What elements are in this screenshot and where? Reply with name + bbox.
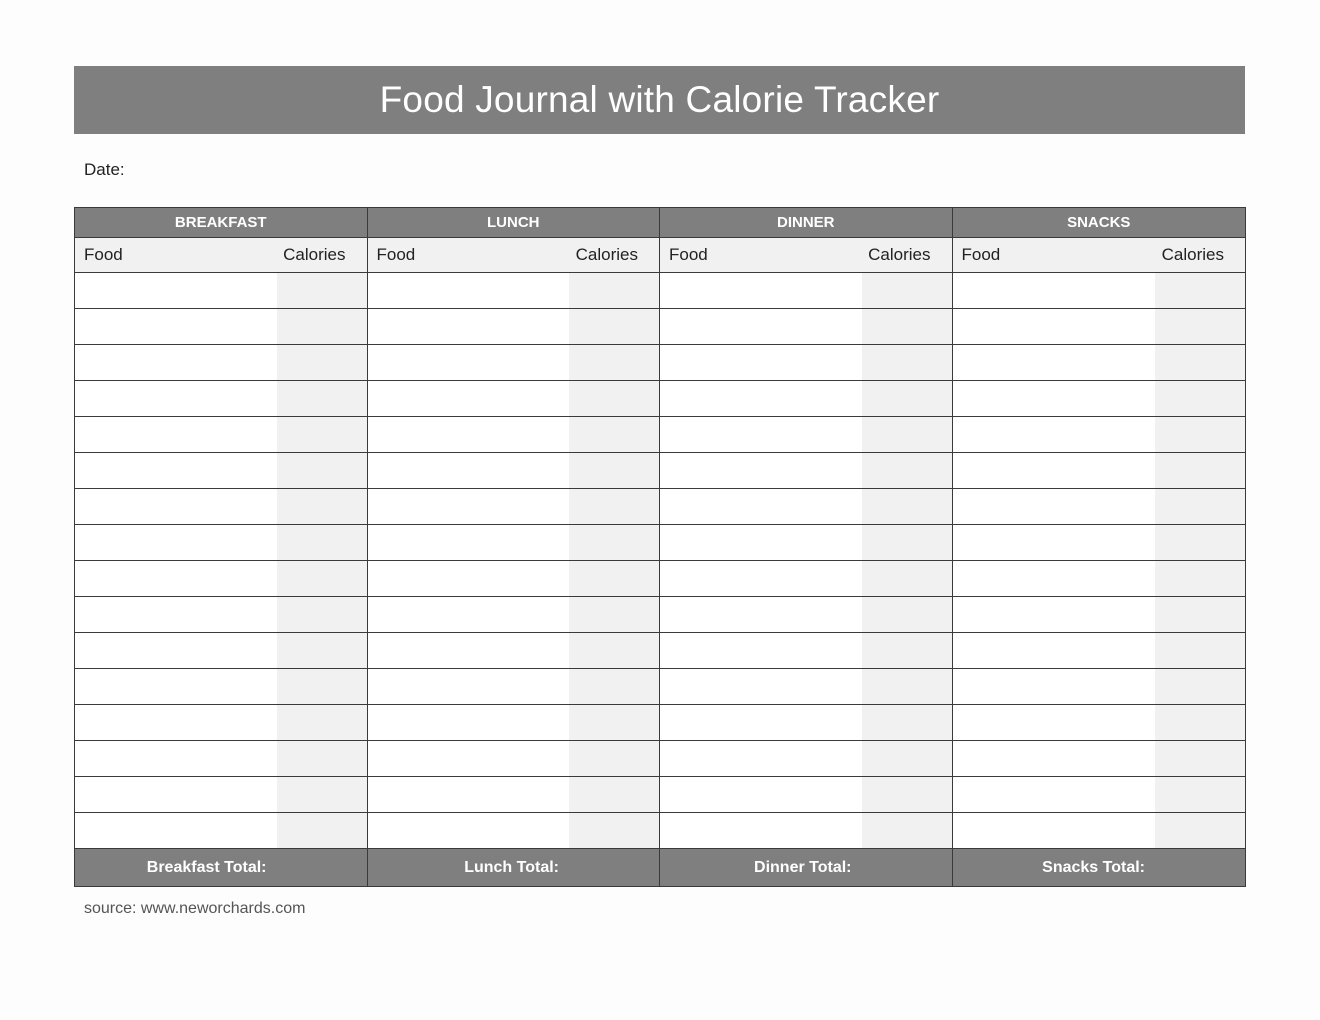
calories-entry-cell[interactable]: [1155, 669, 1245, 704]
calories-entry-cell[interactable]: [277, 741, 367, 776]
entry-row: [953, 417, 1246, 453]
calories-entry-cell[interactable]: [1155, 813, 1245, 848]
entry-row: [660, 273, 952, 309]
entry-row: [75, 813, 367, 849]
calories-entry-cell[interactable]: [277, 633, 367, 668]
food-entry-cell[interactable]: [368, 813, 570, 848]
food-entry-cell[interactable]: [368, 669, 570, 704]
entry-row: [953, 453, 1246, 489]
entry-row: [75, 561, 367, 597]
entry-row: [660, 669, 952, 705]
section-header: LUNCH: [368, 208, 660, 238]
entry-row: [660, 453, 952, 489]
entry-row: [368, 777, 660, 813]
entry-row: [368, 273, 660, 309]
food-entry-cell[interactable]: [75, 453, 277, 488]
entry-row: [368, 381, 660, 417]
entry-row: [368, 597, 660, 633]
entry-row: [953, 669, 1246, 705]
food-entry-cell[interactable]: [660, 669, 862, 704]
entry-row: [75, 273, 367, 309]
total-row: [75, 849, 367, 886]
calories-entry-cell[interactable]: [277, 561, 367, 596]
section-snacks: [953, 208, 1246, 886]
food-entry-cell[interactable]: [75, 633, 277, 668]
food-entry-cell[interactable]: [75, 705, 277, 740]
calories-entry-cell[interactable]: [1155, 633, 1245, 668]
calories-entry-cell[interactable]: [277, 597, 367, 632]
calories-entry-cell[interactable]: [569, 705, 659, 740]
calories-entry-cell[interactable]: [862, 273, 952, 308]
total-label: Breakfast Total:: [146, 858, 267, 876]
food-entry-cell[interactable]: [953, 381, 1156, 416]
entry-row: [368, 561, 660, 597]
calories-entry-cell[interactable]: [1155, 309, 1245, 344]
entry-row: [660, 597, 952, 633]
entry-row: [75, 741, 367, 777]
food-entry-cell[interactable]: [660, 273, 862, 308]
food-entry-cell[interactable]: [660, 777, 862, 812]
food-entry-cell[interactable]: [368, 561, 570, 596]
total-row: [368, 849, 660, 886]
total-value-cell[interactable]: [862, 849, 952, 886]
calories-entry-cell[interactable]: [569, 381, 659, 416]
food-entry-cell[interactable]: [660, 597, 862, 632]
total-value-cell[interactable]: [277, 849, 367, 886]
calories-entry-cell[interactable]: [862, 381, 952, 416]
entry-row: [368, 705, 660, 741]
section-lunch: [368, 208, 661, 886]
entry-row: [75, 777, 367, 813]
total-row: [660, 849, 952, 886]
entry-row: [660, 525, 952, 561]
calories-entry-cell[interactable]: [569, 813, 659, 848]
entry-row: [75, 345, 367, 381]
entry-row: [953, 597, 1246, 633]
calories-entry-cell[interactable]: [569, 489, 659, 524]
food-entry-cell[interactable]: [368, 345, 570, 380]
calories-entry-cell[interactable]: [862, 633, 952, 668]
food-entry-cell[interactable]: [660, 417, 862, 452]
food-entry-cell[interactable]: [953, 309, 1156, 344]
calories-entry-cell[interactable]: [569, 453, 659, 488]
entry-row: [953, 561, 1246, 597]
calories-entry-cell[interactable]: [1155, 381, 1245, 416]
food-entry-cell[interactable]: [75, 417, 277, 452]
food-entry-cell[interactable]: [953, 489, 1156, 524]
food-entry-cell[interactable]: [368, 309, 570, 344]
food-entry-cell[interactable]: [953, 525, 1156, 560]
food-entry-cell[interactable]: [368, 777, 570, 812]
food-entry-cell[interactable]: [368, 273, 570, 308]
food-entry-cell[interactable]: [368, 597, 570, 632]
calories-entry-cell[interactable]: [1155, 489, 1245, 524]
entry-row: [660, 381, 952, 417]
calories-entry-cell[interactable]: [277, 453, 367, 488]
calories-entry-cell[interactable]: [569, 273, 659, 308]
column-header-row: [368, 238, 660, 273]
entry-row: [75, 453, 367, 489]
calories-entry-cell[interactable]: [1155, 597, 1245, 632]
entry-rows: [75, 273, 367, 849]
food-entry-cell[interactable]: [953, 453, 1156, 488]
entry-row: [368, 525, 660, 561]
entry-row: [953, 777, 1246, 813]
entry-row: [368, 453, 660, 489]
calories-entry-cell[interactable]: [569, 417, 659, 452]
calories-entry-cell[interactable]: [862, 489, 952, 524]
calories-entry-cell[interactable]: [862, 525, 952, 560]
entry-row: [953, 381, 1246, 417]
date-label: Date:: [84, 160, 125, 179]
food-entry-cell[interactable]: [75, 741, 277, 776]
food-entry-cell[interactable]: [953, 741, 1156, 776]
calories-entry-cell[interactable]: [277, 777, 367, 812]
food-entry-cell[interactable]: [953, 561, 1156, 596]
entry-row: [75, 669, 367, 705]
food-entry-cell[interactable]: [660, 381, 862, 416]
calories-entry-cell[interactable]: [862, 309, 952, 344]
food-entry-cell[interactable]: [75, 345, 277, 380]
calories-entry-cell[interactable]: [862, 705, 952, 740]
entry-row: [368, 633, 660, 669]
entry-row: [953, 741, 1246, 777]
calories-entry-cell[interactable]: [862, 813, 952, 848]
entry-row: [75, 597, 367, 633]
food-entry-cell[interactable]: [368, 525, 570, 560]
entry-row: [660, 309, 952, 345]
calories-entry-cell[interactable]: [277, 489, 367, 524]
page-title: Food Journal with Calorie Tracker: [74, 66, 1245, 134]
calories-entry-cell[interactable]: [862, 417, 952, 452]
food-entry-cell[interactable]: [953, 669, 1156, 704]
calories-entry-cell[interactable]: [277, 417, 367, 452]
calories-entry-cell[interactable]: [862, 669, 952, 704]
entry-row: [368, 345, 660, 381]
calories-entry-cell[interactable]: [1155, 777, 1245, 812]
entry-row: [953, 273, 1246, 309]
entry-row: [368, 489, 660, 525]
calories-entry-cell[interactable]: [569, 525, 659, 560]
calories-entry-cell[interactable]: [277, 705, 367, 740]
calories-entry-cell[interactable]: [569, 633, 659, 668]
section-header: DINNER: [660, 208, 952, 238]
food-entry-cell[interactable]: [660, 633, 862, 668]
food-entry-cell[interactable]: [660, 561, 862, 596]
entry-row: [75, 417, 367, 453]
entry-row: [953, 309, 1246, 345]
food-entry-cell[interactable]: [75, 777, 277, 812]
entry-row: [368, 813, 660, 849]
calories-entry-cell[interactable]: [1155, 453, 1245, 488]
entry-row: [75, 381, 367, 417]
entry-rows: [660, 273, 952, 849]
food-entry-cell[interactable]: [368, 705, 570, 740]
food-column-header: Food: [961, 245, 1001, 264]
entry-row: [75, 633, 367, 669]
food-entry-cell[interactable]: [953, 705, 1156, 740]
calories-column-header: Calories: [283, 245, 346, 264]
food-entry-cell[interactable]: [660, 489, 862, 524]
food-entry-cell[interactable]: [660, 453, 862, 488]
entry-row: [660, 813, 952, 849]
entry-row: [660, 417, 952, 453]
food-entry-cell[interactable]: [75, 597, 277, 632]
calories-entry-cell[interactable]: [277, 381, 367, 416]
food-entry-cell[interactable]: [75, 525, 277, 560]
calories-column-header: Calories: [1161, 245, 1224, 264]
entry-row: [660, 705, 952, 741]
total-value-cell[interactable]: [1155, 849, 1245, 886]
entry-row: [368, 669, 660, 705]
total-value-cell[interactable]: [569, 849, 659, 886]
entry-row: [953, 345, 1246, 381]
food-entry-cell[interactable]: [953, 417, 1156, 452]
calories-entry-cell[interactable]: [277, 273, 367, 308]
food-entry-cell[interactable]: [660, 345, 862, 380]
calories-entry-cell[interactable]: [862, 777, 952, 812]
food-entry-cell[interactable]: [660, 705, 862, 740]
calories-entry-cell[interactable]: [277, 345, 367, 380]
calories-entry-cell[interactable]: [277, 669, 367, 704]
food-column-header: Food: [376, 245, 416, 264]
food-entry-cell[interactable]: [660, 741, 862, 776]
entry-row: [953, 705, 1246, 741]
entry-row: [953, 489, 1246, 525]
food-entry-cell[interactable]: [75, 813, 277, 848]
entry-row: [660, 561, 952, 597]
entry-row: [75, 489, 367, 525]
section-breakfast: [75, 208, 368, 886]
entry-row: [660, 633, 952, 669]
section-header: SNACKS: [953, 208, 1246, 238]
calories-entry-cell[interactable]: [862, 741, 952, 776]
food-entry-cell[interactable]: [953, 273, 1156, 308]
calories-entry-cell[interactable]: [277, 813, 367, 848]
calories-column-header: Calories: [868, 245, 931, 264]
food-entry-cell[interactable]: [368, 381, 570, 416]
calories-entry-cell[interactable]: [1155, 705, 1245, 740]
source-credit: source: www.neworchards.com: [84, 900, 306, 917]
calories-entry-cell[interactable]: [862, 597, 952, 632]
food-entry-cell[interactable]: [368, 489, 570, 524]
entry-row: [368, 309, 660, 345]
total-label: Dinner Total:: [754, 858, 852, 876]
column-header-row: [953, 238, 1246, 273]
calories-entry-cell[interactable]: [569, 777, 659, 812]
food-entry-cell[interactable]: [75, 489, 277, 524]
entry-row: [660, 777, 952, 813]
food-entry-cell[interactable]: [75, 669, 277, 704]
entry-row: [368, 417, 660, 453]
entry-row: [75, 525, 367, 561]
column-header-row: [75, 238, 367, 273]
entry-rows: [953, 273, 1246, 849]
food-entry-cell[interactable]: [660, 309, 862, 344]
calories-entry-cell[interactable]: [862, 453, 952, 488]
food-entry-cell[interactable]: [368, 417, 570, 452]
entry-row: [660, 345, 952, 381]
calories-entry-cell[interactable]: [569, 561, 659, 596]
total-label: Snacks Total:: [1042, 858, 1145, 876]
total-row: [953, 849, 1246, 886]
calories-column-header: Calories: [575, 245, 638, 264]
calories-entry-cell[interactable]: [1155, 741, 1245, 776]
food-journal-table: [74, 207, 1246, 887]
calories-entry-cell[interactable]: [1155, 273, 1245, 308]
calories-entry-cell[interactable]: [1155, 345, 1245, 380]
entry-row: [953, 633, 1246, 669]
food-entry-cell[interactable]: [75, 561, 277, 596]
entry-row: [660, 489, 952, 525]
entry-row: [75, 705, 367, 741]
calories-entry-cell[interactable]: [569, 345, 659, 380]
food-entry-cell[interactable]: [953, 813, 1156, 848]
calories-entry-cell[interactable]: [569, 741, 659, 776]
food-entry-cell[interactable]: [368, 453, 570, 488]
calories-entry-cell[interactable]: [862, 345, 952, 380]
food-entry-cell[interactable]: [368, 633, 570, 668]
food-entry-cell[interactable]: [953, 597, 1156, 632]
food-entry-cell[interactable]: [953, 345, 1156, 380]
calories-entry-cell[interactable]: [569, 669, 659, 704]
calories-entry-cell[interactable]: [862, 561, 952, 596]
total-label: Lunch Total:: [464, 858, 559, 876]
food-entry-cell[interactable]: [660, 525, 862, 560]
food-column-header: Food: [669, 245, 708, 264]
calories-entry-cell[interactable]: [277, 309, 367, 344]
entry-row: [953, 813, 1246, 849]
food-entry-cell[interactable]: [368, 741, 570, 776]
calories-entry-cell[interactable]: [1155, 417, 1245, 452]
entry-row: [660, 741, 952, 777]
entry-row: [368, 741, 660, 777]
food-entry-cell[interactable]: [953, 633, 1156, 668]
calories-entry-cell[interactable]: [569, 597, 659, 632]
calories-entry-cell[interactable]: [1155, 525, 1245, 560]
food-column-header: Food: [84, 245, 123, 264]
section-dinner: [660, 208, 953, 886]
section-header: BREAKFAST: [75, 208, 367, 238]
calories-entry-cell[interactable]: [1155, 561, 1245, 596]
calories-entry-cell[interactable]: [569, 309, 659, 344]
food-entry-cell[interactable]: [953, 777, 1156, 812]
food-entry-cell[interactable]: [75, 309, 277, 344]
food-entry-cell[interactable]: [75, 273, 277, 308]
entry-row: [75, 309, 367, 345]
entry-row: [953, 525, 1246, 561]
calories-entry-cell[interactable]: [277, 525, 367, 560]
column-header-row: [660, 238, 952, 273]
food-entry-cell[interactable]: [75, 381, 277, 416]
food-entry-cell[interactable]: [660, 813, 862, 848]
entry-rows: [368, 273, 660, 849]
